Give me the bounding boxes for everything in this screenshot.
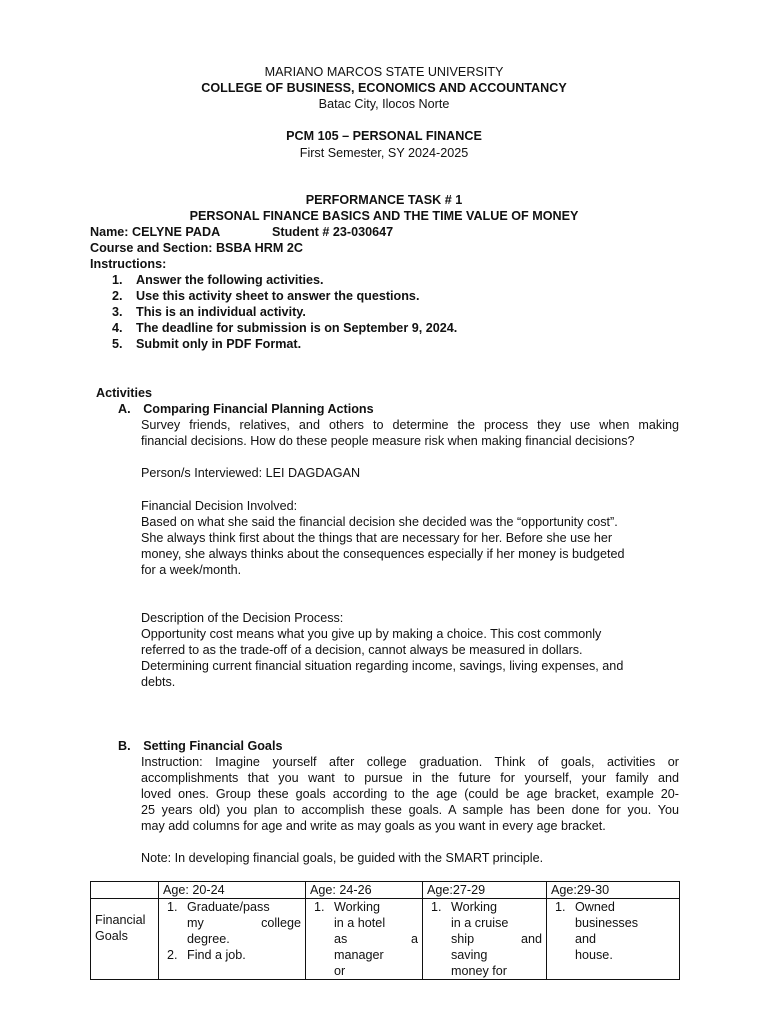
decision-process: Description of the Decision Process: Opportunity cost means what you give up by making a choice. This cost commonly referred to as the trade-off of a decision, cannot always be measured in dollars. Determining current financial situation regarding income, savings, living expenses, and debts. [141,611,624,689]
list-item: 1. Graduate/pass my college degree. [167,900,301,946]
column-header: Age:29-30 [547,882,680,899]
table-row [91,899,680,980]
list-item: 2. Find a job. [167,948,246,962]
course-title: PCM 105 – PERSONAL FINANCE [286,129,482,143]
list-item: 1. Answer the following activities. [112,273,324,287]
section-a-heading: A. Comparing Financial Planning Actions [118,402,374,416]
instructions-label: Instructions: [90,257,167,271]
task-title: PERSONAL FINANCE BASICS AND THE TIME VALUE OF MONEY [189,209,579,223]
section-a-prompt: Survey friends, relatives, and others to determine the process they use when making financial decisions. How do these people measure risk when making financial decisions? [141,418,679,448]
list-item: 5. Submit only in PDF Format. [112,337,302,351]
column-header: Age: 24-26 [306,882,423,899]
semester: First Semester, SY 2024-2025 [299,146,469,160]
financial-goals-table [90,881,680,980]
instructions-list [90,272,457,352]
university-name: MARIANO MARCOS STATE UNIVERSITY [264,65,504,79]
smart-note: Note: In developing financial goals, be guided with the SMART principle. [141,851,544,865]
table-row [91,882,680,899]
list-item: 2. Use this activity sheet to answer the questions. [112,289,420,303]
course-section: Course and Section: BSBA HRM 2C [90,241,303,255]
list-item: 3. This is an individual activity. [112,305,306,319]
table-cell [423,899,547,980]
list-item: 1. Working in a hotel as a manager or [314,900,418,978]
table-cell [547,899,680,980]
list-item: 4. The deadline for submission is on September 9, 2024. [112,321,458,335]
college-name: COLLEGE OF BUSINESS, ECONOMICS AND ACCOUNTANCY [201,81,567,95]
list-item: 1. Owned businesses and house. [555,900,639,962]
table-cell [91,882,159,899]
table-cell [306,899,423,980]
column-header: Age:27-29 [423,882,547,899]
row-label: Financial Goals [91,899,159,980]
task-number: PERFORMANCE TASK # 1 [305,193,463,207]
student-name: Name: CELYNE PADA [90,225,221,239]
column-header: Age: 20-24 [159,882,306,899]
person-interviewed: Person/s Interviewed: LEI DAGDAGAN [141,466,361,480]
location: Batac City, Ilocos Norte [318,97,450,111]
student-number: Student # 23-030647 [272,225,394,239]
decision-involved: Financial Decision Involved: Based on what she said the financial decision she decided was the “opportunity cost”. She always think first about the things that are necessary for her. Before she use her money, she always thinks about the consequences especially if her money is budgeted for a week/month. [141,499,625,577]
activities-label: Activities [96,386,152,400]
section-b-instruction: Instruction: Imagine yourself after college graduation. Think of goals, activities or accomplishments that you want to pursue in the future for yourself, your family and loved ones. Group these goals according to the age (could be age bracket, example 20- 25 years old) you plan to accomplish these goals. A sample has been done for you. You may add columns for age and write as may goals as you want in every age bracket. [141,755,679,833]
table-cell [159,899,306,980]
section-b-heading: B. Setting Financial Goals [118,739,283,753]
list-item: 1. Working in a cruise ship and saving money for [431,900,542,978]
